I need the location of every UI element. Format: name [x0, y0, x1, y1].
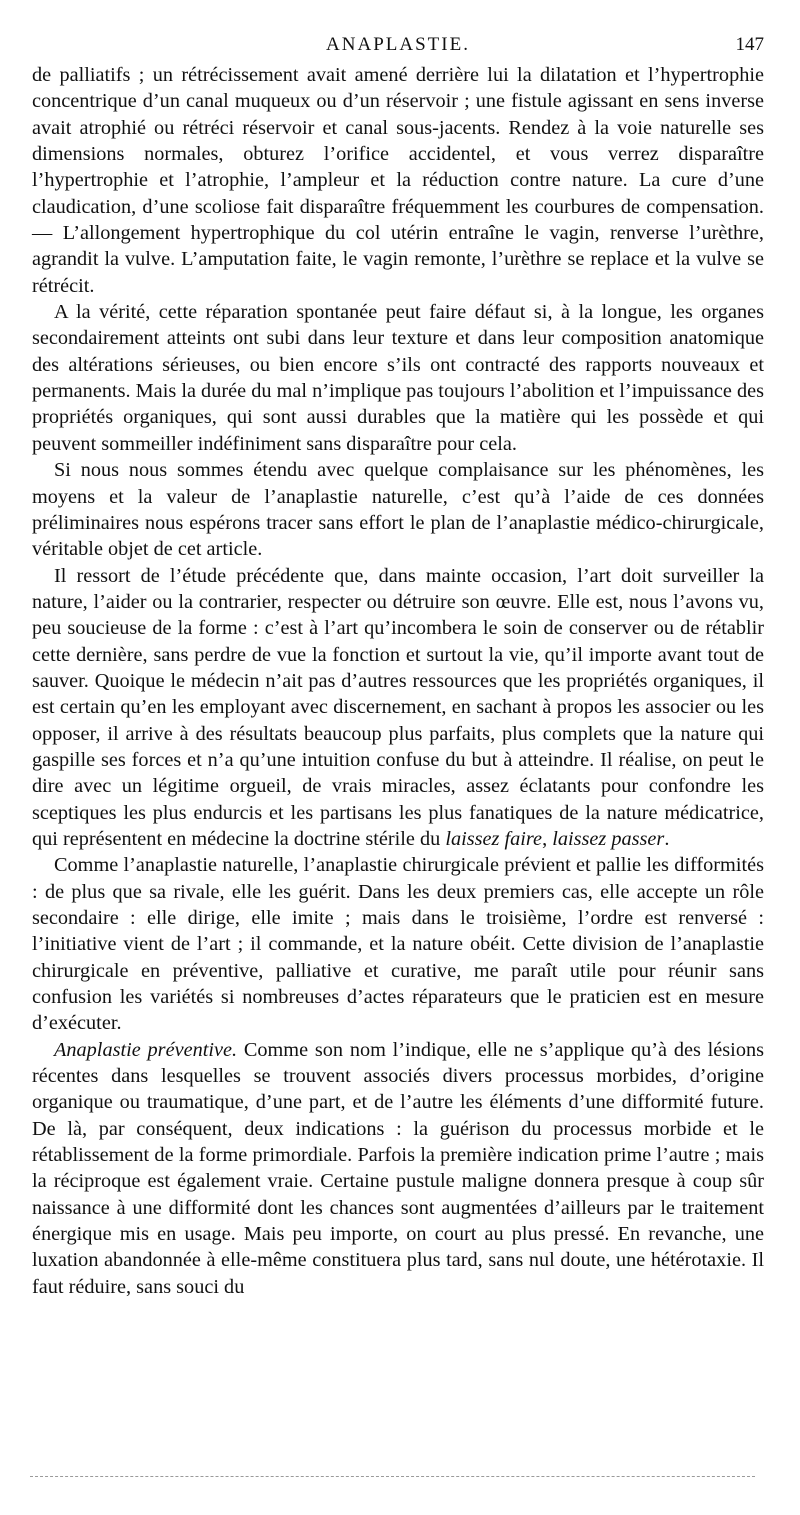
paragraph-4 — [32, 563, 764, 853]
paragraph-1: de palliatifs ; un rétrécissement avait amené derrière lui la dilatation et l’hypertrophie concentrique d’un canal muqueux ou d’un réservoir ; une fistule agissant en sens inverse avait atrophié ou rétréci réservoir et canal sous-jacents. Rendez à la voie naturelle ses dimensions normales, obturez l’orifice accidentel, et vous verrez disparaître l’hypertrophie et l’atrophie, l’ampleur et la réduction contre nature. La cure d’une claudication, d’une scoliose fait disparaître fréquemment les courbures de compensation.— L’allongement hypertrophique du col utérin entraîne le vagin, renverse l’urèthre, agrandit la vulve. L’amputation faite, le vagin remonte, l’urèthre se replace et la vulve se rétrécit. — [32, 64, 764, 297]
running-title: ANAPLASTIE. — [326, 34, 470, 55]
page-number: 147 — [735, 34, 764, 55]
paragraph-3: Si nous nous sommes étendu avec quelque complaisance sur les phénomènes, les moyens et la valeur de l’anaplastie naturelle, c’est qu’à l’aide de ces données préliminaires nous espérons tracer sans effort le plan de l’anaplastie médico-chirurgicale, véritable objet de cet article. — [32, 459, 764, 561]
paragraph-4-end: . — [664, 827, 670, 850]
emphasis-separator: , — [542, 827, 553, 850]
paragraph-6 — [32, 1037, 764, 1300]
footer-dotted-rule — [30, 1476, 755, 1477]
emphasis-laissez-passer: laissez passer — [552, 827, 665, 850]
paragraph-5: Comme l’anaplastie naturelle, l’anaplastie chirurgicale prévient et pallie les difformités : de plus que sa rivale, elle les guérit. Dans les deux premiers cas, elle accepte un rôle secondaire : elle dirige, elle imite ; mais dans le troisième, l’ordre est renversé : l’initiative vient de l’art ; il commande, et la nature obéit. Cette division de l’anaplastie chirurgicale en préventive, palliative et curative, me paraît utile pour réunir sans confusion les variétés si nombreuses d’actes réparateurs que le praticien est en mesure d’exécuter. — [32, 854, 764, 1035]
body-text — [32, 62, 764, 1300]
section-heading-anaplastie-preventive: Anaplastie préventive. — [54, 1038, 238, 1061]
paragraph-4-text: Il ressort de l’étude précédente que, dans mainte occasion, l’art doit surveiller la nature, l’aider ou la contrarier, respecter ou détruire son œuvre. Elle est, nous l’avons vu, peu soucieuse de la forme : c’est à l’art qu’incombera le soin de conserver ou de rétablir cette dernière, sans perdre de vue la fonction et surtout la vie, qu’il importe avant tout de sauver. Quoique le médecin n’ait pas d’autres ressources que les propriétés organiques, il est certain qu’en les employant avec discernement, en sachant à propos les associer ou les opposer, il arrive à des résultats beaucoup plus parfaits, plus complets que la nature qui gaspille ses forces et n’a qu’une intuition confuse du but à atteindre. Il réalise, on peut le dire avec un légitime orgueil, de vrais miracles, assez éclatants pour confondre les sceptiques les plus endurcis et les partisans les plus fanatiques de la nature médicatrice, qui représentent en médecine la doctrine stérile du — [32, 564, 764, 850]
paragraph-6-text: Comme son nom l’indique, elle ne s’applique qu’à des lésions récentes dans lesquelles se trouvent associés divers processus morbides, d’origine organique ou traumatique, d’une part, et de l’autre les éléments d’une difformité future. De là, par conséquent, deux indications : la guérison du processus morbide et le rétablissement de la forme primordiale. Parfois la première indication prime l’autre ; mais la réciproque est également vraie. Certaine pustule maligne donnera presque à coup sûr naissance à une difformité dont les chances sont augmentées d’ailleurs par le traitement énergique mis en usage. Mais peu importe, on court au plus pressé. En revanche, une luxation abandonnée à elle-même constituera plus tard, sans nul doute, une hétérotaxie. Il faut réduire, sans souci du — [32, 1038, 764, 1298]
paragraph-2: A la vérité, cette réparation spontanée peut faire défaut si, à la longue, les organes secondairement atteints ont subi dans leur texture et dans leur composition anatomique des altérations sérieuses, ou bien encore s’ils ont contracté des rapports nouveaux et permanents. Mais la durée du mal n’implique pas toujours l’abolition et l’impuissance des propriétés organiques, qui sont aussi durables que la matière qui les possède et qui peuvent sommeiller indéfiniment sans disparaître pour cela. — [32, 301, 764, 455]
running-head — [32, 34, 764, 58]
emphasis-laissez-faire: laissez faire — [445, 827, 543, 850]
